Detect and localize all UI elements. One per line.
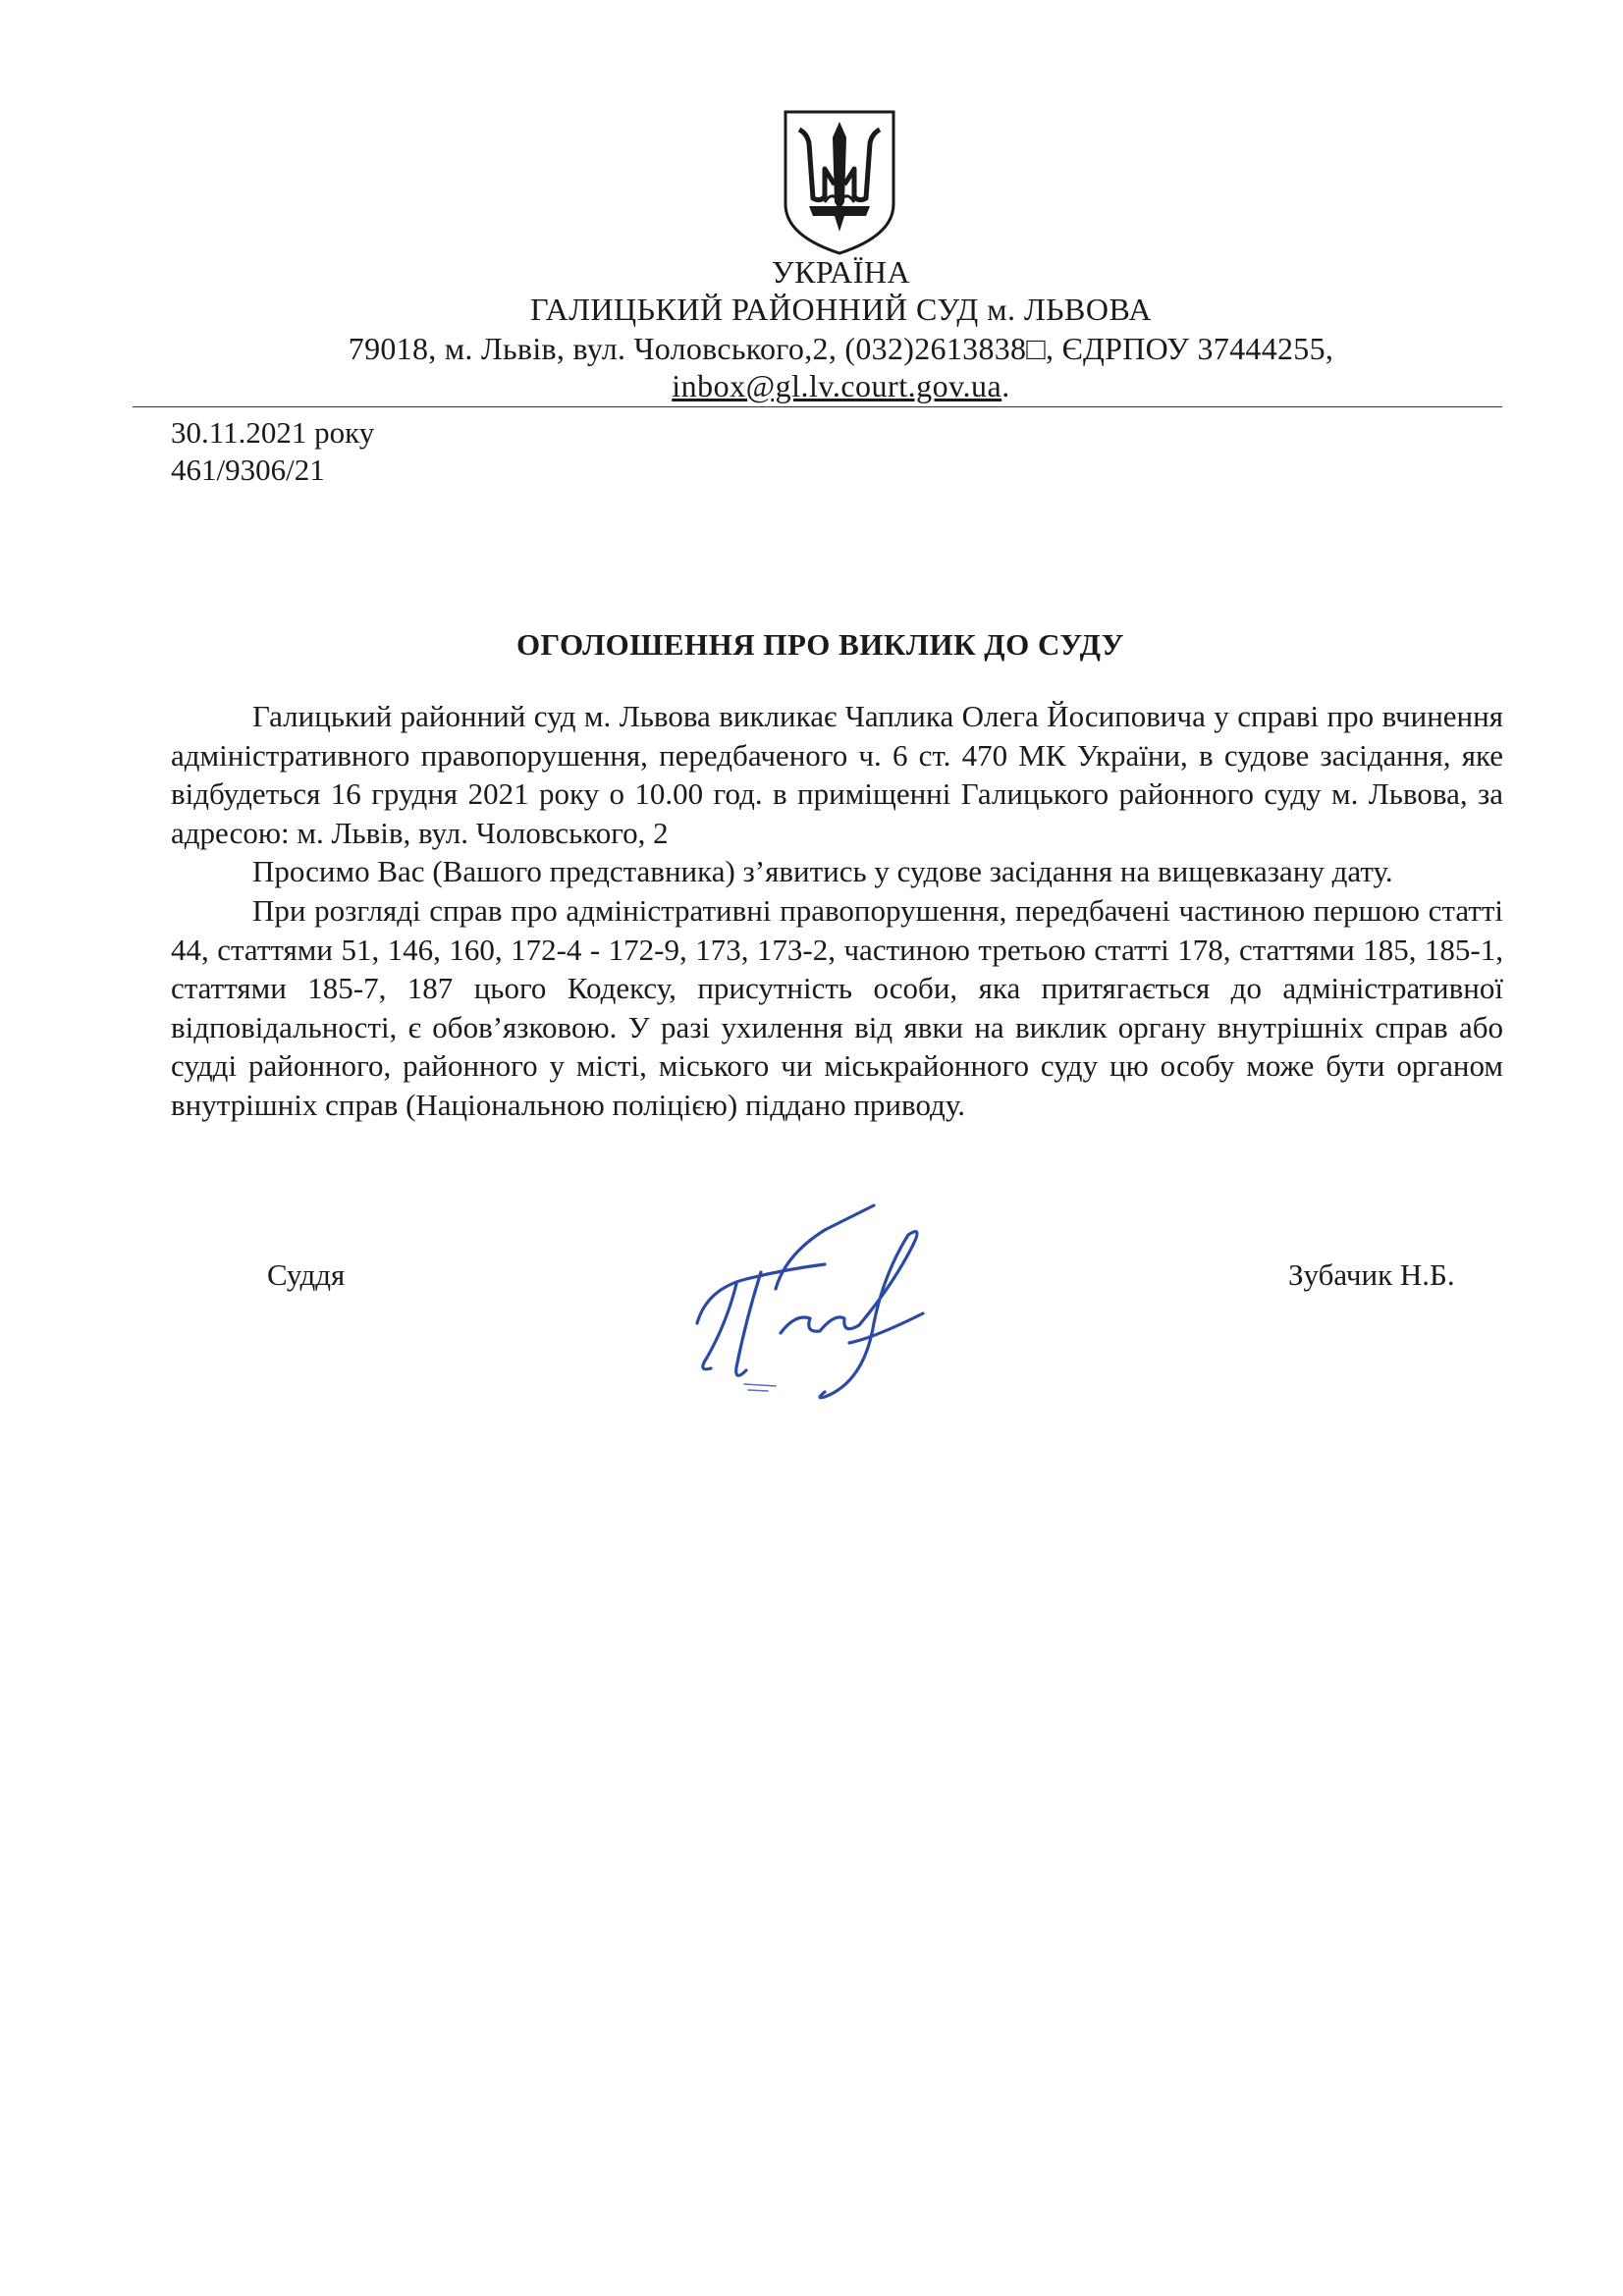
header-court-name: ГАЛИЦЬКИЙ РАЙОННИЙ СУД м. ЛЬВОВА	[530, 292, 1152, 327]
document-title: ОГОЛОШЕННЯ ПРО ВИКЛИК ДО СУДУ	[515, 627, 1125, 662]
case-number: 461/9306/21	[171, 453, 325, 487]
header-address: 79018, м. Львів, вул. Чоловського,2, (032)2613838□, ЄДРПОУ 37444255,	[348, 331, 1334, 366]
document-body	[171, 697, 1503, 1125]
header-divider	[133, 406, 1502, 407]
handwritten-signature	[677, 1196, 972, 1412]
body-paragraph: Галицький районний суд м. Львова викликає Чаплика Олега Йосиповича у справі про вчинення адміністративного правопорушення, передбаченого ч. 6 ст. 470 МК України, в судове засідання, яке відбудеться 16 грудня 2021 року о 10.00 год. в приміщенні Галицького районного суду м. Львова, за адресою: м. Львів, вул. Чоловського, 2	[171, 699, 1503, 850]
body-paragraph: Просимо Вас (Вашого представника) з’явитись у судове засідання на вищевказану дату.	[252, 854, 1393, 889]
signature-role: Суддя	[267, 1257, 346, 1292]
header-email-line	[29, 367, 1623, 404]
signature-name: Зубачик Н.Б.	[1288, 1257, 1455, 1292]
header-country: УКРАЇНА	[771, 254, 911, 290]
header-email-suffix: .	[1001, 368, 1010, 403]
document-date: 30.11.2021 року	[171, 415, 375, 450]
body-paragraph: При розгляді справ про адміністративні правопорушення, передбачені частиною першою статті 44, статтями 51, 146, 160, 172-4 - 172-9, 173, 173-2, частиною третьою статті 178, статтями 185, 185-1, статтями 185-7, 187 цього Кодексу, присутність особи, яка притягається до адміністративної відповідальності, є обов’язковою. У разі ухилення від явки на виклик органу внутрішніх справ або судді районного, районного у місті, міського чи міськрайонного суду цю особу може бути органом внутрішніх справ (Національною поліцією) піддано приводу.	[171, 892, 1503, 1122]
header-email: inbox@gl.lv.court.gov.ua	[672, 368, 1002, 403]
trident-coat-of-arms-icon	[782, 108, 897, 257]
